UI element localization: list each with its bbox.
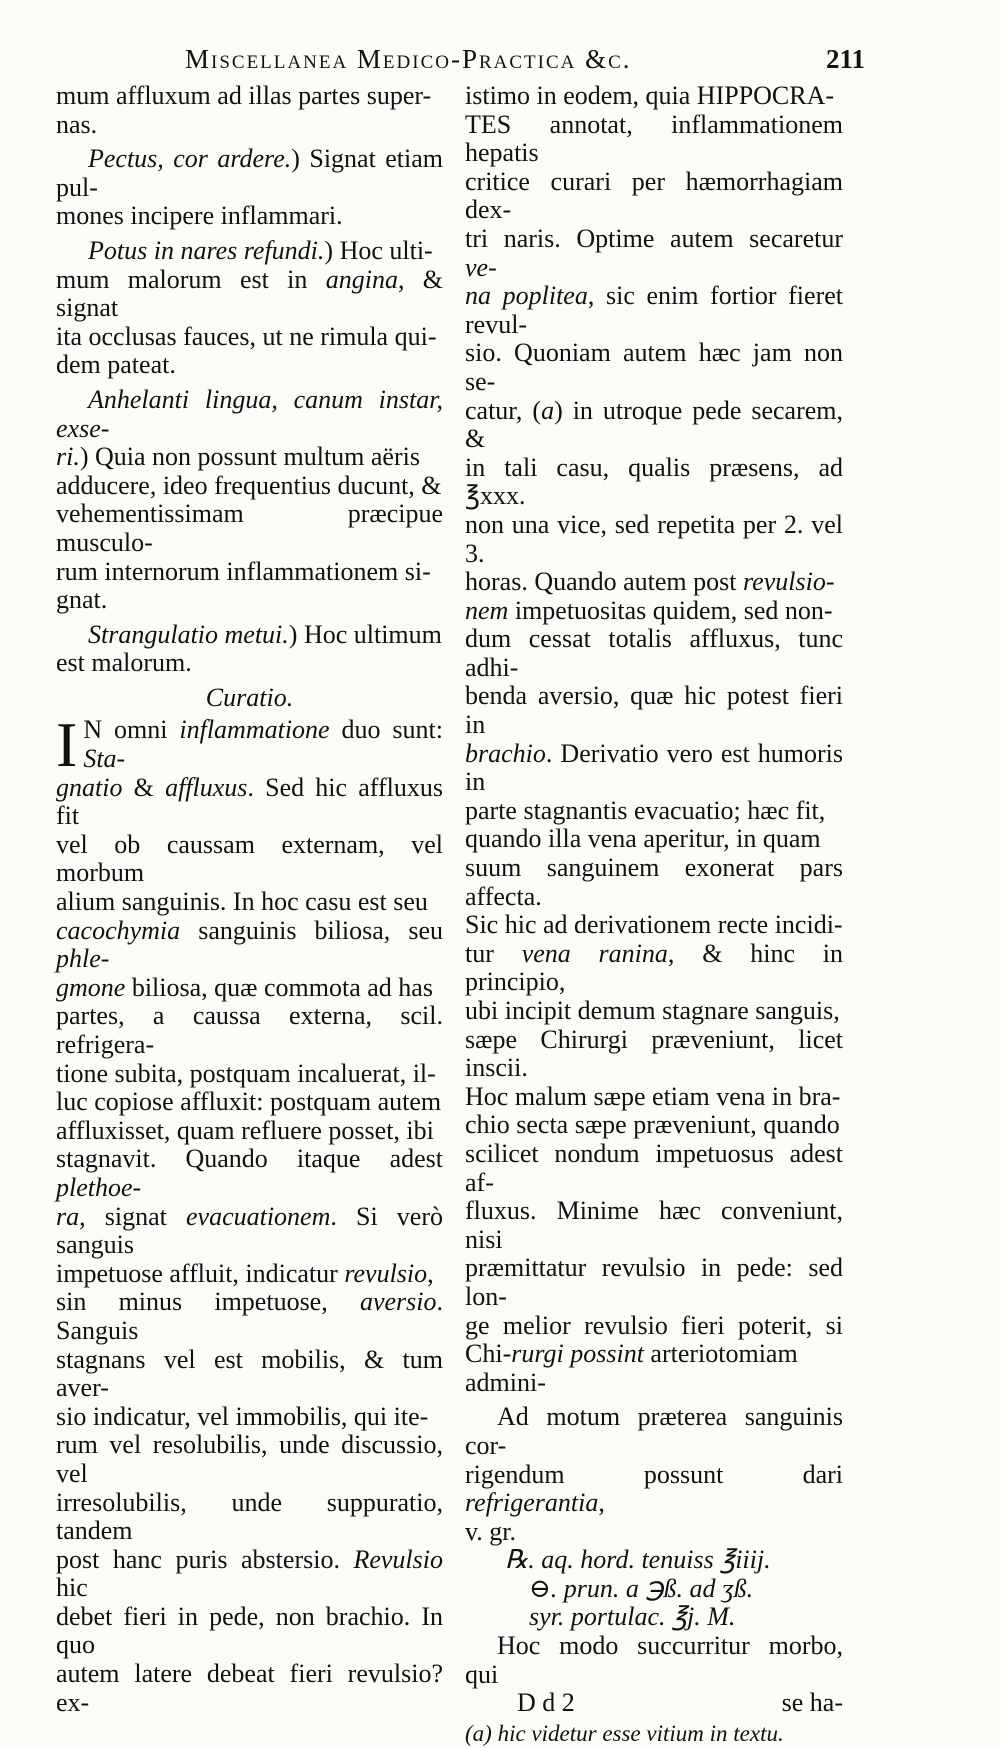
page-number: 211 <box>825 44 865 74</box>
lemma: Potus in nares refundi. <box>88 235 325 265</box>
paragraph: Ad motum præterea sanguinis cor- rigendum possunt dari refrigerantia, v. gr. <box>465 1402 843 1546</box>
signature-mark: D d 2 <box>517 1688 575 1718</box>
paragraph: Strangulatio metui.) Hoc ultimum est malorum. <box>56 619 442 678</box>
running-title: Miscellanea Medico-Practica &c. <box>185 44 632 74</box>
paragraph: Anhelanti lingua, canum instar, exse- ri.) Quia non possunt multum aëris adducere, ideo frequentius ducunt, & vehementissimam præcipue musculo- rum internorum inflammationem si- gnat. <box>56 384 443 615</box>
paragraph: I N omni inflammatione duo sunt: Sta- gnatio & affluxus. Sed hic affluxus fit vel ob caussam externam, vel morbum alium sanguinis. In hoc casu est seu cacochymia sanguinis biliosa, seu phle- gmone biliosa, quæ commota ad has partes, a caussa externa, scil. refrigera- tione subita, postquam incaluerat, il- luc copiose affluxit: postquam autem affluxisset, quam refluere posset, ibi stagnavit. Quando itaque adest plethoe- ra, signat evacuationem. Si verò sanguis impetuose affluit, indicatur revulsio, sin minus impetuose, aversio. Sanguis stagnans vel est mobilis, & tum aver- sio indicatur, vel immobilis, qui ite- rum vel resolubilis, unde discussio, vel irresolubilis, unde suppuratio, tandem post hanc puris abstersio. Revulsio hic debet fieri in pede, non brachio. In quo autem latere debeat fieri revulsio? ex- <box>56 709 443 1717</box>
lemma: Pectus, cor ardere. <box>88 144 292 174</box>
lemma: Strangulatio metui. <box>88 619 289 649</box>
catchword: se ha- <box>781 1688 843 1718</box>
footnote: (a) hic videtur esse vitium in textu. <box>465 1720 784 1746</box>
paragraph: Hoc modo succurritur morbo, qui <box>465 1631 843 1689</box>
page-header <box>185 44 865 80</box>
paragraph: mum affluxum ad illas partes super- nas. <box>56 81 432 139</box>
drop-cap: I <box>56 709 78 781</box>
paragraph: Potus in nares refundi.) Hoc ulti- mum malorum est in angina, & signat ita occlusas fauces, ut ne rimula qui- dem pateat. <box>56 235 443 380</box>
paragraph: Pectus, cor ardere.) Signat etiam pul- mones incipere inflammari. <box>56 144 443 231</box>
paragraph: istimo in eodem, quia HIPPOCRA- TES annotat, inflammationem hepatis critice curari per hæmorrhagiam dex- tri naris. Optime autem secaretur ve- na poplitea, sic enim fortior fieret revul- sio. Quoniam autem hæc jam non se- catur, (a) in utroque pede secarem, & in tali casu, qualis præsens, ad ℥xxx. non una vice, sed repetita per 2. vel 3. horas. Quando autem post revulsio- nem impetuositas quidem, sed non- dum cessat totalis affluxus, tunc adhi- benda aversio, quæ hic potest fieri in brachio. Derivatio vero est humoris in parte stagnantis evacuatio; hæc fit, quando illa vena aperitur, in quam suum sanguinem exonerat pars affecta. Sic hic ad derivationem recte incidi- tur vena ranina, & hinc in principio, ubi incipit demum stagnare sanguis, sæpe Chirurgi præveniunt, licet inscii. Hoc malum sæpe etiam vena in bra- chio secta sæpe præveniunt, quando scilicet nondum impetuosus adest af- fluxus. Minime hæc conveniunt, nisi præmittatur revulsio in pede: sed lon- ge melior revulsio fieri poterit, si Chi-rurgi possint arteriotomiam admini- <box>465 81 843 1397</box>
lemma: Anhelanti lingua, canum instar, exse- <box>56 384 443 443</box>
left-column <box>56 82 443 1717</box>
prescription: ℞. aq. hord. tenuiss ℥iiij. ⊖. prun. a ℈ß. ad ʒß. syr. portulac. ℥j. M. <box>505 1545 771 1632</box>
right-column <box>465 82 843 1748</box>
signature-line <box>465 1689 843 1718</box>
section-heading: Curatio. <box>205 682 294 712</box>
